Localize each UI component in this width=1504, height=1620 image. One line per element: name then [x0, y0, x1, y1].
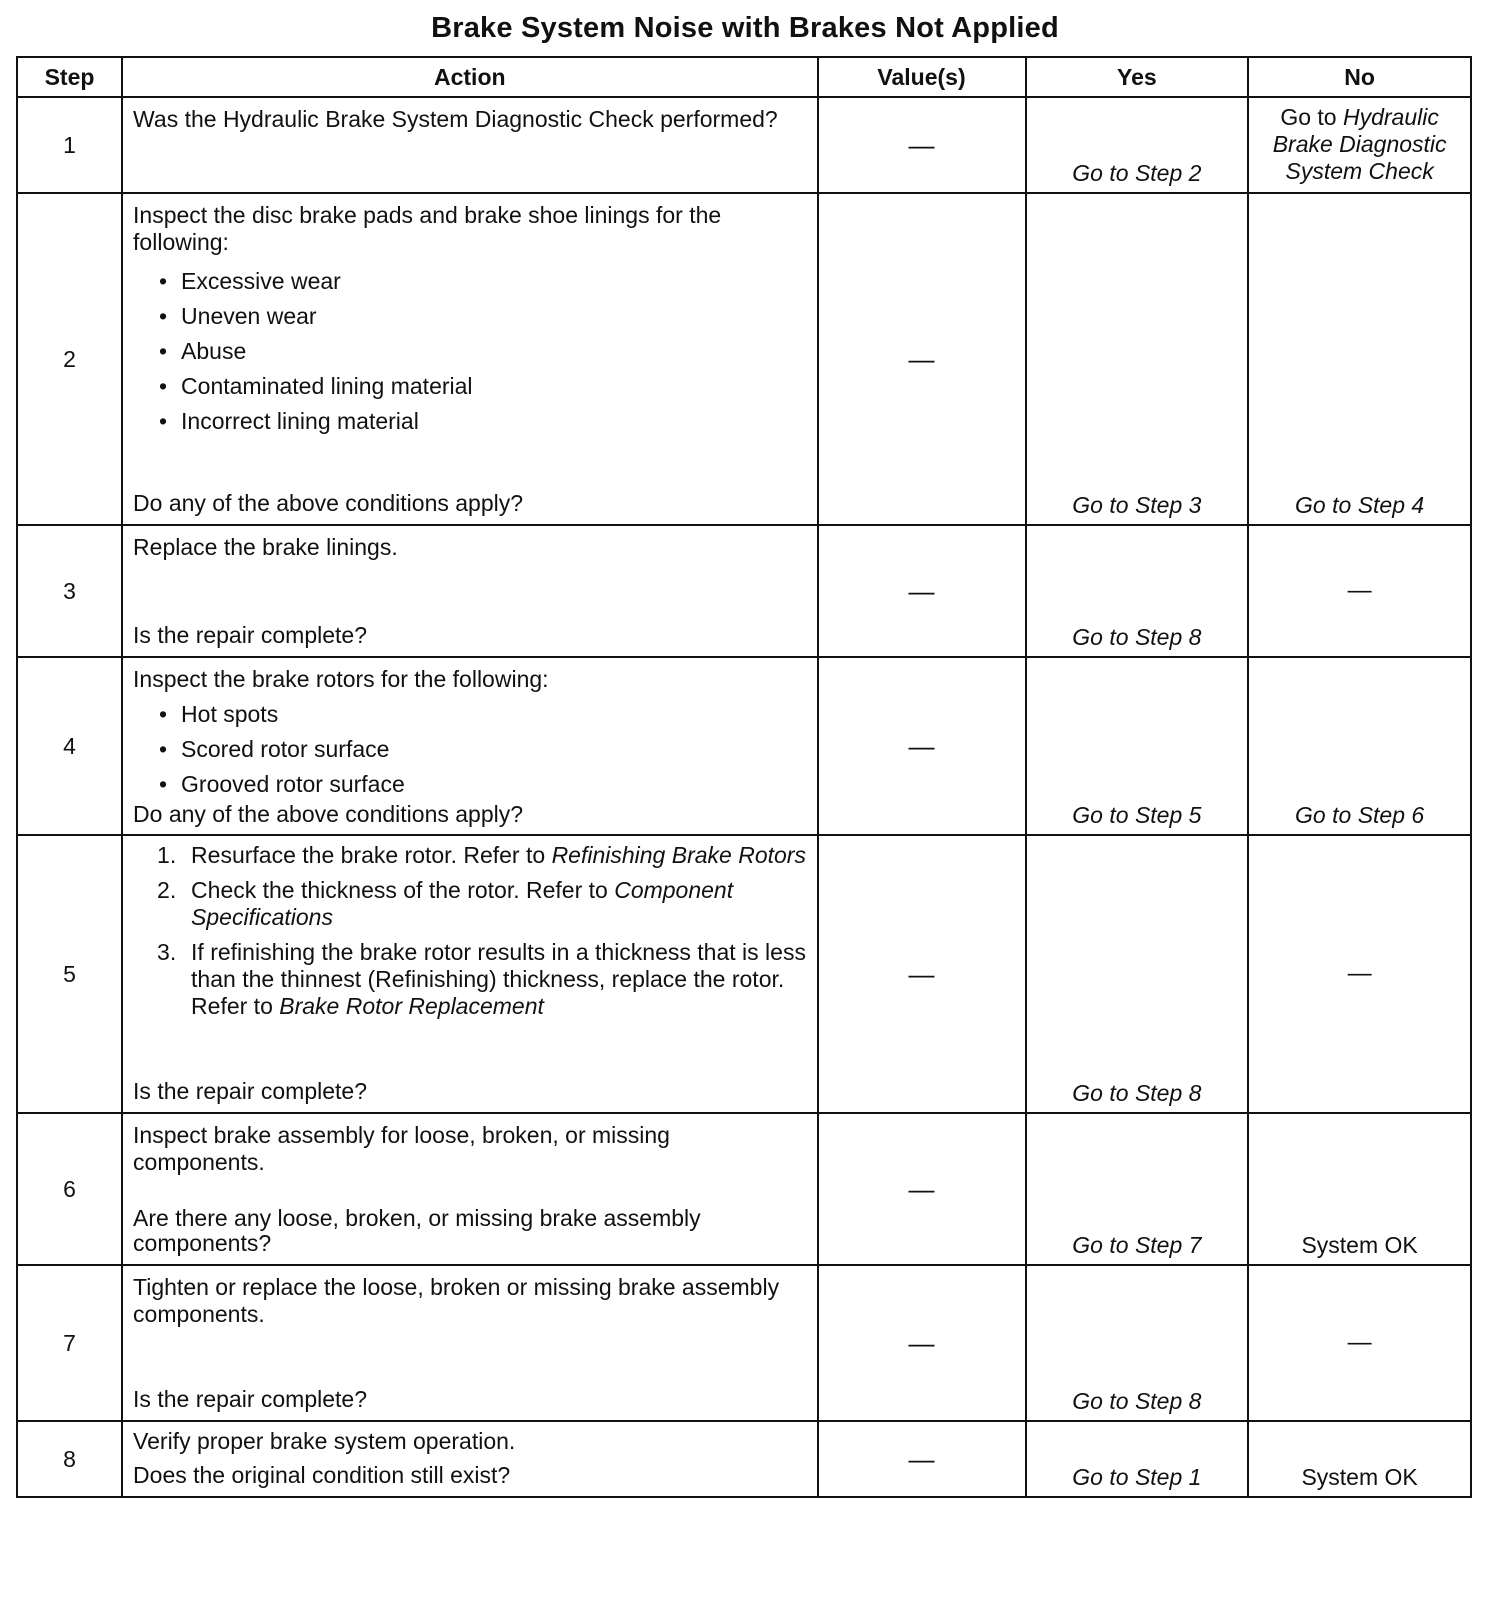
yes-goto-link[interactable]: Go to Step 2 — [1072, 160, 1202, 186]
action-question: Are there any loose, broken, or missing brake assembly components? — [133, 1205, 701, 1256]
table-row — [17, 1113, 1471, 1265]
table-row — [17, 1421, 1471, 1497]
action-question: Do any of the above conditions apply? — [133, 801, 524, 827]
table-header-row — [17, 57, 1471, 97]
yes-cell — [1026, 657, 1249, 835]
value-cell: — — [818, 97, 1026, 193]
action-cell — [122, 1265, 817, 1421]
list-item: • Excessive wear — [181, 264, 806, 299]
yes-cell — [1026, 1421, 1249, 1497]
no-goto-prefix: Go to — [1280, 104, 1343, 130]
step-number: 7 — [17, 1265, 122, 1421]
table-row — [17, 525, 1471, 657]
yes-goto-link[interactable]: Go to Step 8 — [1072, 1388, 1202, 1414]
reference-link[interactable]: Component Specifications — [191, 877, 734, 930]
step-number: 8 — [17, 1421, 122, 1497]
no-value-dash: — — [1347, 960, 1372, 987]
value-cell: — — [818, 1265, 1026, 1421]
action-cell — [122, 835, 817, 1113]
yes-cell — [1026, 525, 1249, 657]
header-yes: Yes — [1026, 57, 1249, 97]
value-cell: — — [818, 1421, 1026, 1497]
reference-link[interactable]: Brake Rotor Replacement — [279, 993, 544, 1019]
table-row — [17, 97, 1471, 193]
no-value-dash: — — [1347, 577, 1372, 604]
action-question: Is the repair complete? — [133, 1078, 367, 1104]
no-cell — [1248, 1421, 1471, 1497]
list-item: 2. Check the thickness of the rotor. Refer to Component Specifications — [157, 877, 734, 930]
table-row — [17, 835, 1471, 1113]
yes-goto-link[interactable]: Go to Step 7 — [1072, 1232, 1202, 1258]
no-result-text: System OK — [1301, 1464, 1418, 1490]
step-number: 2 — [17, 193, 122, 525]
action-cell — [122, 193, 817, 525]
yes-cell — [1026, 193, 1249, 525]
condition-list — [133, 697, 806, 802]
list-item: • Grooved rotor surface — [181, 767, 806, 802]
action-question: Is the repair complete? — [133, 1386, 367, 1412]
list-item: 3. If refinishing the brake rotor results in a thickness that is less than the thinnest (Refinishing) thickness, replace the rotor. Refer to Brake Rotor Replacement — [157, 939, 806, 1019]
step-number: 3 — [17, 525, 122, 657]
table-row — [17, 193, 1471, 525]
yes-cell — [1026, 1265, 1249, 1421]
list-item: 1. Resurface the brake rotor. Refer to Refinishing Brake Rotors — [157, 842, 806, 868]
no-cell — [1248, 657, 1471, 835]
table-row — [17, 1265, 1471, 1421]
list-item: • Uneven wear — [181, 299, 806, 334]
yes-goto-link[interactable]: Go to Step 3 — [1072, 492, 1202, 518]
action-intro: Inspect the disc brake pads and brake shoe linings for the following: — [133, 202, 722, 255]
value-cell: — — [818, 1113, 1026, 1265]
no-cell — [1248, 97, 1471, 193]
no-cell — [1248, 1113, 1471, 1265]
yes-goto-link[interactable]: Go to Step 1 — [1072, 1464, 1202, 1490]
action-intro: Inspect the brake rotors for the following: — [133, 666, 549, 692]
no-cell — [1248, 525, 1471, 657]
step-number: 1 — [17, 97, 122, 193]
no-value-dash: — — [1347, 1329, 1372, 1356]
no-cell — [1248, 1265, 1471, 1421]
action-cell — [122, 525, 817, 657]
list-item: • Scored rotor surface — [181, 732, 806, 767]
header-step: Step — [17, 57, 122, 97]
table-row — [17, 657, 1471, 835]
header-values: Value(s) — [818, 57, 1026, 97]
action-cell — [122, 97, 817, 193]
no-goto-reference: Hydraulic Brake Diagnostic System Check — [1272, 104, 1447, 184]
no-cell — [1248, 835, 1471, 1113]
value-cell: — — [818, 525, 1026, 657]
action-cell — [122, 1113, 817, 1265]
header-no: No — [1248, 57, 1471, 97]
action-question: Does the original condition still exist? — [133, 1462, 511, 1488]
yes-goto-link[interactable]: Go to Step 8 — [1072, 624, 1202, 650]
yes-goto-link[interactable]: Go to Step 5 — [1072, 802, 1202, 828]
action-intro: Inspect brake assembly for loose, broken, or missing components. — [133, 1122, 670, 1175]
yes-cell — [1026, 1113, 1249, 1265]
list-item: • Incorrect lining material — [181, 404, 806, 439]
action-intro: Verify proper brake system operation. — [133, 1428, 516, 1454]
list-item: • Abuse — [181, 334, 806, 369]
page-title: Brake System Noise with Brakes Not Applied — [431, 12, 1059, 44]
no-result-text: System OK — [1301, 1232, 1418, 1258]
reference-link[interactable]: Refinishing Brake Rotors — [551, 842, 806, 868]
step-number: 5 — [17, 835, 122, 1113]
no-goto-link[interactable]: Go to Step 4 — [1295, 492, 1425, 518]
action-question: Do any of the above conditions apply? — [133, 490, 524, 516]
value-cell: — — [818, 657, 1026, 835]
list-item: • Contaminated lining material — [181, 369, 806, 404]
action-cell — [122, 1421, 817, 1497]
yes-cell — [1026, 97, 1249, 193]
value-cell: — — [818, 193, 1026, 525]
action-cell — [122, 657, 817, 835]
no-cell — [1248, 193, 1471, 525]
step-number: 4 — [17, 657, 122, 835]
condition-list — [133, 264, 806, 439]
diagnostic-table — [16, 56, 1472, 1498]
action-text: Was the Hydraulic Brake System Diagnostic Check performed? — [133, 106, 778, 132]
procedure-list — [133, 842, 806, 1028]
no-goto-link[interactable]: Go to Step 6 — [1295, 802, 1425, 828]
header-action: Action — [122, 57, 817, 97]
action-intro: Replace the brake linings. — [133, 534, 398, 560]
no-goto-link[interactable] — [1249, 104, 1470, 185]
yes-goto-link[interactable]: Go to Step 8 — [1072, 1080, 1202, 1106]
list-item: • Hot spots — [181, 697, 806, 732]
step-number: 6 — [17, 1113, 122, 1265]
action-question: Is the repair complete? — [133, 622, 367, 648]
action-intro: Tighten or replace the loose, broken or missing brake assembly components. — [133, 1274, 780, 1327]
value-cell: — — [818, 835, 1026, 1113]
yes-cell — [1026, 835, 1249, 1113]
